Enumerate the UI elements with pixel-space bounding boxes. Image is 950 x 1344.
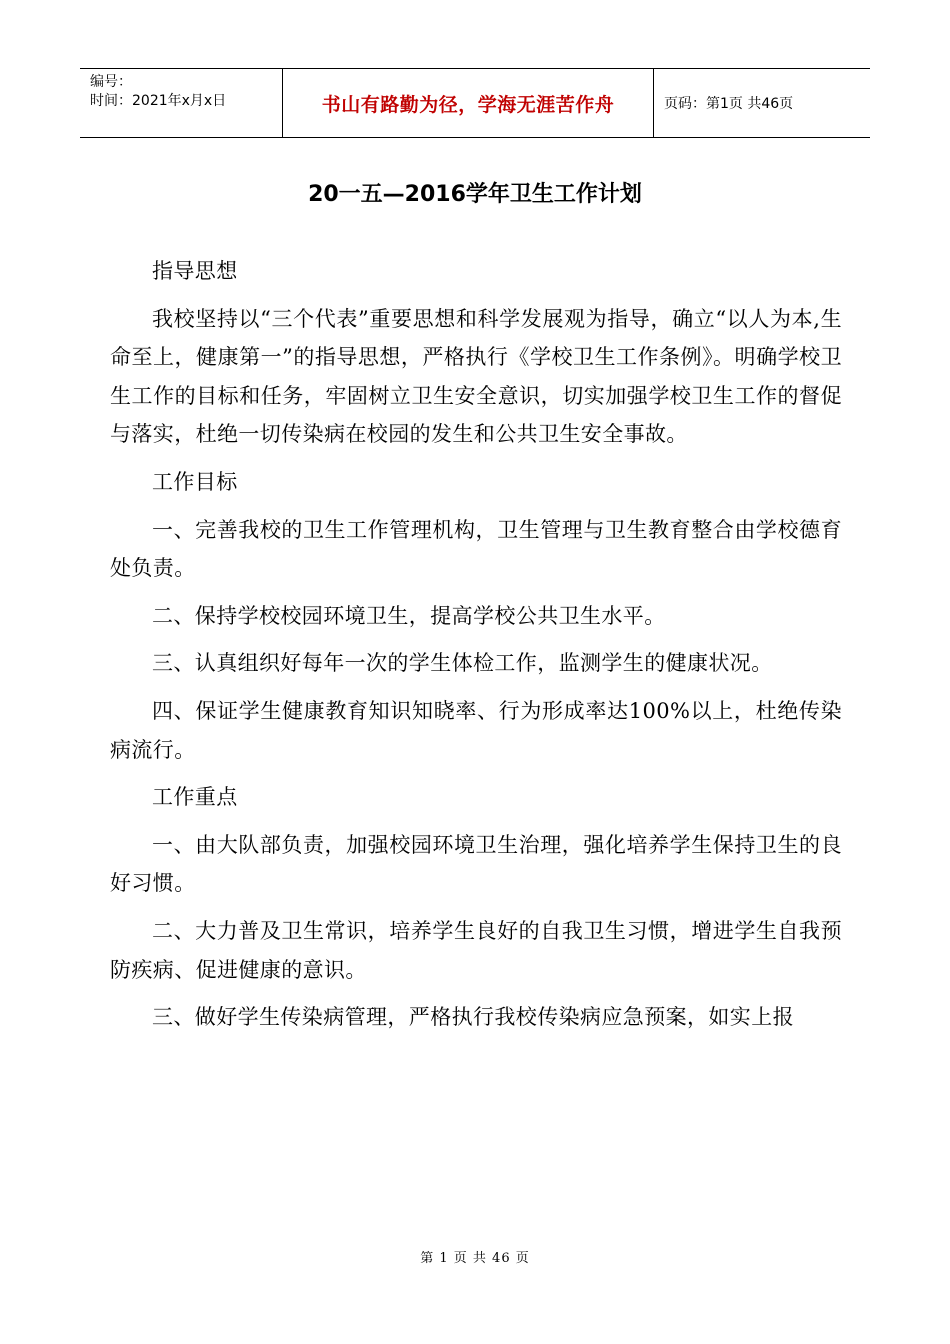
document-title: 20一五—2016学年卫生工作计划 [308, 182, 642, 207]
header-meta [80, 69, 282, 137]
document-header [80, 68, 870, 138]
header-motto: 书山有路勤为径，学海无涯苦作舟 [282, 69, 654, 137]
page-footer: 第 1 页 共 46 页 [420, 1251, 530, 1266]
paragraph: 二、大力普及卫生常识，培养学生良好的自我卫生习惯，增进学生自我预防疾病、促进健康的意识。 [110, 918, 842, 982]
document-body [110, 252, 842, 1046]
paragraph: 我校坚持以“三个代表”重要思想和科学发展观为指导，确立“以人为本,生命至上，健康第一”的指导思想，严格执行《学校卫生工作条例》。明确学校卫生工作的目标和任务，牢固树立卫生安全意识，切实加强学校卫生工作的督促与落实，杜绝一切传染病在校园的发生和公共卫生安全事故。 [110, 306, 842, 447]
section-heading: 工作目标 [152, 469, 238, 494]
section-heading: 指导思想 [152, 259, 238, 283]
paragraph: 二、保持学校校园环境卫生，提高学校公共卫生水平。 [152, 603, 666, 628]
paragraph: 三、做好学生传染病管理，严格执行我校传染病应急预案，如实上报 [152, 1005, 794, 1030]
paragraph: 四、保证学生健康教育知识知晓率、行为形成率达100%以上，杜绝传染病流行。 [110, 698, 842, 762]
paragraph: 三、认真组织好每年一次的学生体检工作，监测学生的健康状况。 [152, 651, 773, 676]
number-label: 编号： [90, 74, 132, 90]
time-label: 时间：2021年x月x日 [90, 93, 227, 109]
section-heading: 工作重点 [152, 785, 238, 810]
paragraph: 一、由大队部负责，加强校园环境卫生治理，强化培养学生保持卫生的良好习惯。 [110, 832, 842, 896]
paragraph: 一、完善我校的卫生工作管理机构，卫生管理与卫生教育整合由学校德育处负责。 [110, 517, 842, 581]
header-page-info: 页码：第1页 共46页 [664, 96, 794, 112]
